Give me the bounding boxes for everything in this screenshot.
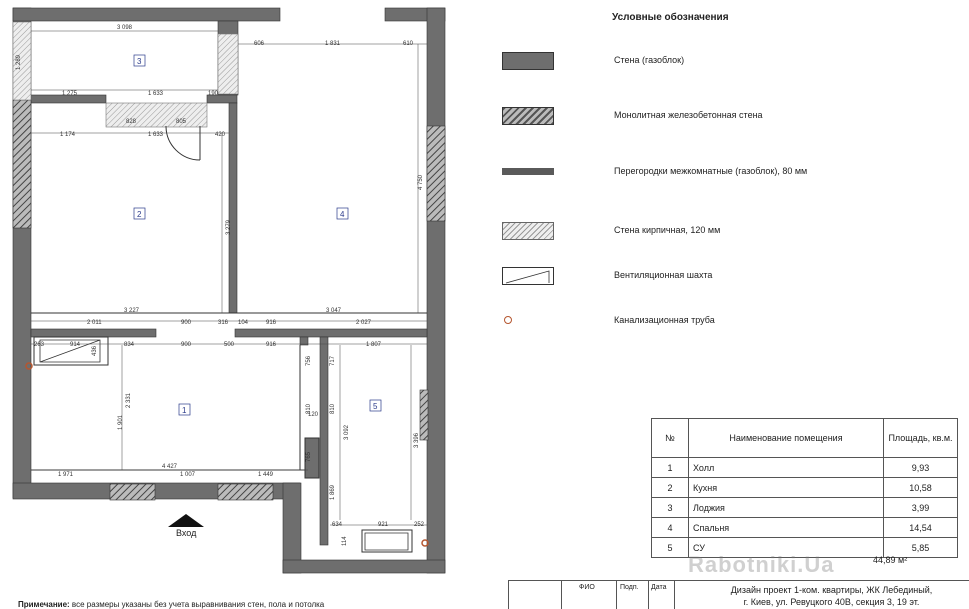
note-label: Примечание:: [18, 600, 70, 609]
dim-label: 810: [306, 403, 312, 414]
dim-label: 2 011: [87, 320, 102, 326]
legend-item-brick: [502, 222, 942, 246]
dim-label: 4 750: [418, 174, 424, 190]
dim-label: 1 633: [148, 132, 164, 138]
sewer-pipes: [26, 363, 428, 546]
cell-no: 1: [652, 458, 689, 478]
cell-area: 9,93: [884, 458, 958, 478]
vent-shaft-icon: [502, 267, 554, 285]
legend-item-partition: [502, 163, 942, 187]
cell-no: 3: [652, 498, 689, 518]
dim-label: 1 174: [60, 132, 76, 138]
dim-label: 114: [342, 536, 348, 546]
legend-label: Стена (газоблок): [614, 55, 685, 65]
dim-label: 1 869: [330, 484, 336, 500]
table-row: [652, 478, 958, 498]
legend-label: Перегородки межкомнатные (газоблок), 80 мм: [614, 166, 808, 176]
total-area: 44,89 м²: [873, 555, 908, 565]
header-name: Наименование помещения: [689, 419, 884, 458]
dim-label: 3 279: [226, 219, 232, 235]
wall-gas-symbol: [502, 52, 554, 70]
dim-label: 1 275: [62, 91, 78, 97]
dim-label: 2 027: [356, 320, 372, 326]
dim-label: 316: [218, 320, 229, 326]
watermark-logo: Rabotniki.Ua: [688, 552, 835, 577]
legend-item-vent: [502, 267, 942, 291]
legend-label: Вентиляционная шахта: [614, 270, 713, 280]
dim-label: 1 007: [180, 472, 196, 478]
dim-label: 1 449: [258, 472, 274, 478]
cell-name: СУ: [689, 538, 884, 558]
table-row: [652, 458, 958, 478]
project-title: [699, 584, 964, 608]
dim-label: 263: [34, 342, 45, 348]
cell-no: 5: [652, 538, 689, 558]
dim-label: 834: [124, 342, 135, 348]
legend-item-mono: [502, 107, 942, 131]
cell-area: 10,58: [884, 478, 958, 498]
dim-label: 756: [306, 355, 312, 366]
dim-label: 1 633: [148, 91, 164, 97]
project-line1: Дизайн проект 1-ком. квартиры, ЖК Лебединый,: [730, 585, 933, 595]
dim-label: 190: [208, 91, 219, 97]
dim-label: 3 092: [344, 424, 350, 440]
dim-label: 120: [308, 412, 319, 418]
dim-label: 610: [403, 41, 414, 47]
cell-name: Кухня: [689, 478, 884, 498]
dim-label: 900: [181, 342, 192, 348]
dim-label: 606: [254, 41, 265, 47]
brick-walls: [13, 22, 238, 127]
cell-name: Лоджия: [689, 498, 884, 518]
dim-label: 921: [378, 522, 389, 528]
header-area: Площадь, кв.м.: [884, 419, 958, 458]
cell-no: 2: [652, 478, 689, 498]
dim-label: 900: [181, 320, 192, 326]
entrance-label: Вход: [176, 528, 197, 538]
dim-label: 1 901: [118, 414, 124, 430]
dim-label: 914: [70, 342, 81, 348]
dim-label: 252: [414, 522, 425, 528]
dim-label: 1 289: [16, 54, 22, 70]
dim-label: 104: [238, 320, 249, 326]
wall-brick-symbol: [502, 222, 554, 240]
cell-area: 5,85: [884, 538, 958, 558]
tb-col: [648, 581, 675, 609]
room-number-2: 2: [137, 210, 142, 219]
dim-label: 810: [330, 403, 336, 414]
legend-item-gas: [502, 52, 942, 76]
legend-item-pipe: [502, 312, 942, 336]
title-block: [508, 580, 969, 609]
room-number-1: 1: [182, 406, 187, 415]
legend-label: Монолитная железобетонная стена: [614, 110, 763, 120]
table-row: [652, 498, 958, 518]
dim-label: 916: [266, 342, 277, 348]
dim-label: 717: [330, 355, 336, 366]
sewer-pipe-icon: [504, 316, 512, 324]
header-no: №: [652, 419, 689, 458]
vent-shafts: [40, 340, 408, 550]
dim-label: 3 396: [414, 432, 420, 448]
dim-label: 2 331: [126, 392, 132, 408]
dim-label: 420: [215, 132, 226, 138]
tb-col: [509, 581, 562, 609]
cell-no: 4: [652, 518, 689, 538]
legend-label: Канализационная труба: [614, 315, 715, 325]
note-text: все размеры указаны без учета выравнивания стен, пола и потолка: [71, 600, 325, 609]
dim-label: 828: [126, 119, 137, 125]
dim-label: 916: [266, 320, 277, 326]
tb-sign: Подп.: [620, 584, 639, 591]
legend-label: Стена кирпичная, 120 мм: [614, 225, 721, 235]
rooms-table: [651, 418, 958, 558]
entrance-arrow-icon: [168, 514, 204, 527]
dim-label: 3 047: [326, 308, 342, 314]
dim-label: 805: [176, 119, 187, 125]
dim-label: 1 831: [325, 41, 341, 47]
dim-label: 1 807: [366, 342, 382, 348]
cell-name: Спальня: [689, 518, 884, 538]
table-row: [652, 518, 958, 538]
dim-label: 436: [92, 345, 98, 356]
wall-monolithic-symbol: [502, 107, 554, 125]
tb-date: Дата: [651, 584, 667, 591]
room-number-4: 4: [340, 210, 345, 219]
partition-symbol: [502, 168, 554, 175]
legend-title: Условные обозначения: [612, 12, 729, 23]
room-number-3: 3: [137, 57, 142, 66]
dim-label: 1 971: [58, 472, 74, 478]
cell-name: Холл: [689, 458, 884, 478]
cell-area: 14,54: [884, 518, 958, 538]
dim-label: 3 227: [124, 308, 140, 314]
dim-label: 4 427: [162, 464, 178, 470]
tb-col: [616, 581, 649, 609]
tb-col: [561, 581, 617, 609]
dim-label: 634: [332, 522, 343, 528]
table-header-row: [652, 419, 958, 458]
project-line2: г. Киев, ул. Ревуцкого 40В, секция 3, 19 эт.: [743, 597, 920, 607]
dim-label: 765: [306, 451, 312, 462]
dim-label: 500: [224, 342, 235, 348]
room-number-5: 5: [373, 402, 378, 411]
tb-fio: ФИО: [579, 584, 595, 591]
cell-area: 3,99: [884, 498, 958, 518]
dim-label: 3 098: [117, 25, 133, 31]
